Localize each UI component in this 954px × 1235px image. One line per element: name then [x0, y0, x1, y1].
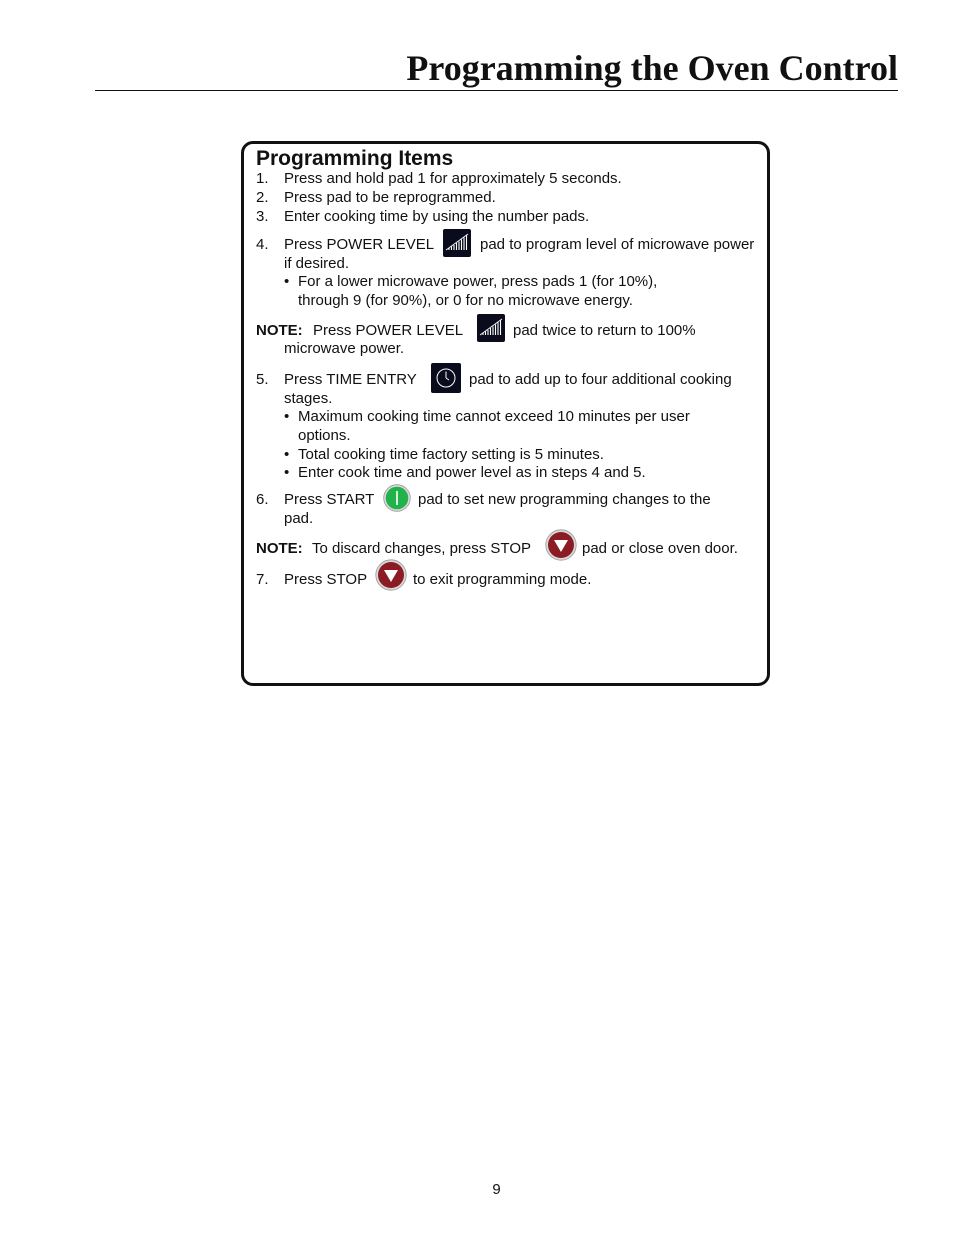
bullet: • — [284, 273, 290, 290]
note-label: NOTE: — [256, 540, 303, 557]
page-title: Programming the Oven Control — [406, 48, 898, 88]
note-text: Press POWER LEVEL — [313, 322, 464, 339]
step-number: 6. — [256, 491, 269, 508]
note-text: pad twice to return to 100% — [513, 322, 696, 339]
step-text: Press STOP — [284, 571, 368, 588]
step-number: 5. — [256, 371, 269, 388]
bullet-text: Enter cook time and power level as in steps 4 and 5. — [298, 464, 646, 481]
title-rule — [95, 90, 898, 91]
power-level-icon — [477, 314, 505, 342]
step-text: pad to add up to four additional cooking — [469, 371, 732, 388]
step-number: 7. — [256, 571, 269, 588]
note-text-continued: microwave power. — [284, 340, 405, 357]
step-text: pad to set new programming changes to the — [418, 491, 711, 508]
bullet: • — [284, 446, 290, 463]
bullet: • — [284, 464, 290, 481]
step-text: Enter cooking time by using the number pads. — [284, 208, 590, 225]
page-number: 9 — [492, 1181, 501, 1198]
step-number: 2. — [256, 189, 269, 206]
stop-icon — [545, 529, 577, 561]
step-text: to exit programming mode. — [413, 571, 592, 588]
bullet-text-continued: through 9 (for 90%), or 0 for no microwave energy. — [298, 292, 633, 309]
step-text: Press pad to be reprogrammed. — [284, 189, 496, 206]
step-text: Press TIME ENTRY — [284, 371, 417, 388]
bullet-text: For a lower microwave power, press pads 1 (for 10%), — [298, 273, 658, 290]
step-number: 1. — [256, 170, 269, 187]
step-text: pad to program level of microwave power — [480, 236, 755, 253]
step-text-continued: stages. — [284, 390, 333, 407]
stop-icon — [375, 559, 407, 591]
step-text: Press START — [284, 491, 375, 508]
box-title: Programming Items — [256, 147, 454, 170]
step-number: 3. — [256, 208, 269, 225]
bullet-text: Total cooking time factory setting is 5 minutes. — [298, 446, 604, 463]
step-text-continued: pad. — [284, 510, 314, 527]
start-icon — [383, 484, 411, 512]
step-text: Press POWER LEVEL — [284, 236, 435, 253]
bullet-text-continued: options. — [298, 427, 351, 444]
step-number: 4. — [256, 236, 269, 253]
note-text: pad or close oven door. — [582, 540, 738, 557]
step-text: Press and hold pad 1 for approximately 5 seconds. — [284, 170, 622, 187]
note-label: NOTE: — [256, 322, 303, 339]
note-text: To discard changes, press STOP — [312, 540, 531, 557]
bullet-text: Maximum cooking time cannot exceed 10 minutes per user — [298, 408, 690, 425]
bullet: • — [284, 408, 290, 425]
step-text-continued: if desired. — [284, 255, 350, 272]
power-level-icon — [443, 229, 471, 257]
clock-icon — [431, 363, 461, 393]
